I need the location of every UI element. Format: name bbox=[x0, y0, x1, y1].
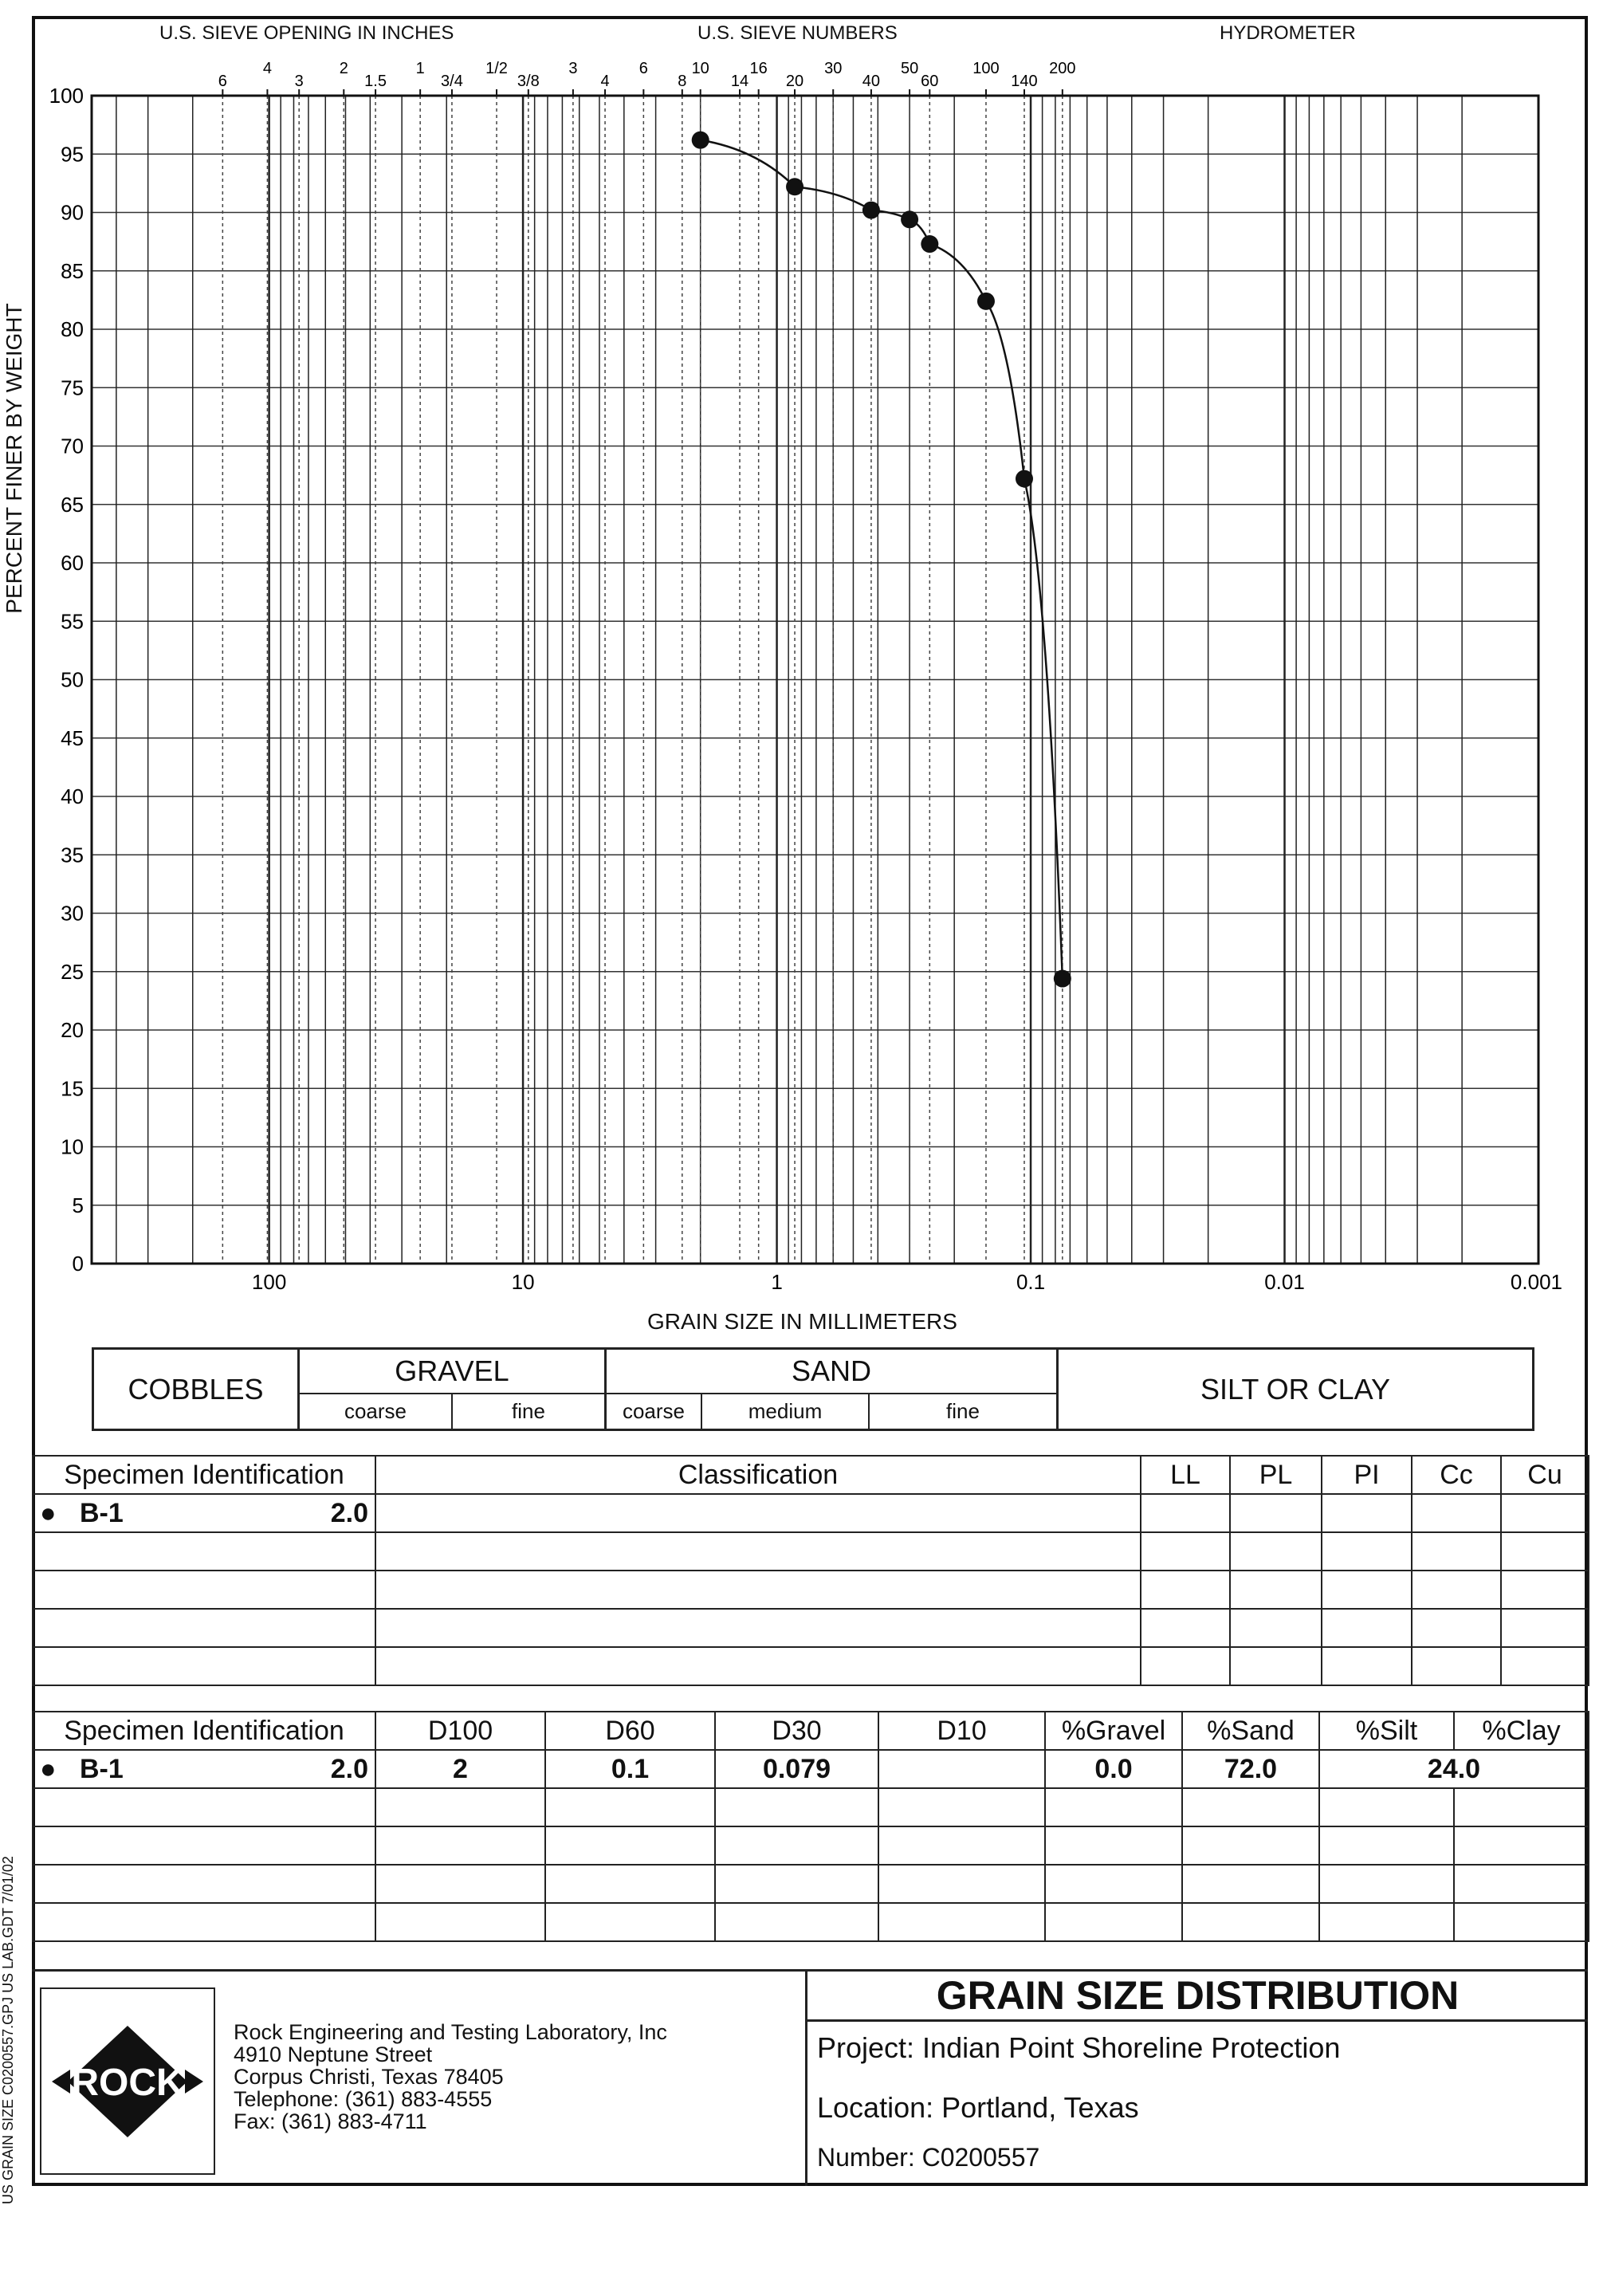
sieve-size-label: 6 bbox=[218, 73, 227, 90]
sieve-size-label: 50 bbox=[900, 60, 919, 77]
sieve-size-label: 1.5 bbox=[364, 73, 387, 90]
specimen-depth: 2.0 bbox=[330, 1497, 368, 1528]
y-tick-labels bbox=[49, 84, 84, 1276]
sieve-size-label: 6 bbox=[638, 60, 648, 77]
d30-cell: 0.079 bbox=[715, 1750, 878, 1788]
data-point bbox=[977, 293, 995, 310]
y-tick-label: 10 bbox=[61, 1134, 84, 1159]
d100-header: D100 bbox=[375, 1712, 545, 1750]
company-street: 4910 Neptune Street bbox=[234, 2042, 433, 2066]
table-row-empty bbox=[33, 1609, 1589, 1647]
table-row bbox=[33, 1494, 1589, 1532]
cc-cell bbox=[1412, 1494, 1501, 1532]
y-tick-label: 15 bbox=[61, 1076, 84, 1101]
x-tick-label: 0.1 bbox=[1016, 1270, 1046, 1294]
d30-header: D30 bbox=[715, 1712, 878, 1750]
table-row bbox=[33, 1750, 1589, 1788]
table-row-empty bbox=[33, 1865, 1589, 1903]
silt-pct-header: %Silt bbox=[1319, 1712, 1454, 1750]
y-axis-label: PERCENT FINER BY WEIGHT bbox=[2, 303, 26, 614]
d100-cell: 2 bbox=[375, 1750, 545, 1788]
company-city: Corpus Christi, Texas 78405 bbox=[234, 2065, 504, 2089]
y-tick-label: 70 bbox=[61, 434, 84, 458]
sieve-size-label: 200 bbox=[1049, 60, 1076, 77]
classification-cell bbox=[375, 1494, 1141, 1532]
sieve-size-label: 1 bbox=[415, 60, 425, 77]
table-row-empty bbox=[33, 1571, 1589, 1609]
sieve-size-label: 3 bbox=[568, 60, 578, 77]
sieve-size-label: 10 bbox=[691, 60, 709, 77]
sieve-size-label: 8 bbox=[678, 73, 687, 90]
rock-logo bbox=[48, 2022, 207, 2141]
sieve-size-label: 3 bbox=[294, 73, 304, 90]
sieve-size-label: 140 bbox=[1011, 73, 1038, 90]
sieve-size-label: 14 bbox=[730, 73, 749, 90]
gravel-pct-cell: 0.0 bbox=[1045, 1750, 1182, 1788]
y-tick-label: 100 bbox=[49, 84, 84, 108]
y-tick-label: 60 bbox=[61, 551, 84, 575]
cc-header: Cc bbox=[1412, 1456, 1501, 1494]
sieve-size-label: 4 bbox=[262, 60, 272, 77]
number-field: Number: C0200557 bbox=[817, 2143, 1040, 2172]
logo-box bbox=[40, 1987, 215, 2175]
y-tick-label: 45 bbox=[61, 725, 84, 750]
sieve-size-label: 3/8 bbox=[517, 73, 540, 90]
x-tick-label: 10 bbox=[511, 1270, 535, 1294]
sieve-size-label: 100 bbox=[972, 60, 1000, 77]
y-tick-label: 90 bbox=[61, 200, 84, 225]
y-tick-label: 75 bbox=[61, 375, 84, 400]
y-tick-label: 30 bbox=[61, 901, 84, 926]
table1-header-row bbox=[33, 1456, 1589, 1494]
top-sieve-labels bbox=[218, 60, 1076, 96]
cu-cell bbox=[1501, 1494, 1589, 1532]
data-point bbox=[921, 235, 938, 253]
data-point bbox=[1054, 970, 1071, 988]
sieve-numbers-header: U.S. SIEVE NUMBERS bbox=[697, 22, 898, 44]
series-line bbox=[701, 140, 1063, 979]
y-tick-label: 25 bbox=[61, 959, 84, 984]
gravel-pct-header: %Gravel bbox=[1045, 1712, 1182, 1750]
table-row-empty bbox=[33, 1647, 1589, 1685]
sieve-size-label: 30 bbox=[824, 60, 843, 77]
y-tick-label: 40 bbox=[61, 784, 84, 808]
pi-cell bbox=[1322, 1494, 1412, 1532]
y-tick-label: 20 bbox=[61, 1018, 84, 1042]
y-tick-label: 50 bbox=[61, 667, 84, 692]
cu-header: Cu bbox=[1501, 1456, 1589, 1494]
x-tick-label: 0.001 bbox=[1510, 1270, 1562, 1294]
y-tick-label: 35 bbox=[61, 843, 84, 867]
y-tick-label: 65 bbox=[61, 492, 84, 517]
y-tick-label: 0 bbox=[72, 1252, 84, 1276]
specimen-header: Specimen Identification bbox=[33, 1456, 375, 1494]
sieve-size-label: 2 bbox=[339, 60, 348, 77]
specimen-depth: 2.0 bbox=[330, 1753, 368, 1784]
data-point bbox=[1016, 470, 1033, 488]
pl-header: PL bbox=[1230, 1456, 1322, 1494]
file-reference-footer: US GRAIN SIZE C0200557.GPJ US LAB.GDT 7/01/02 bbox=[0, 1856, 16, 2204]
x-tick-label: 0.01 bbox=[1264, 1270, 1305, 1294]
silt-clay-pct-cell: 24.0 bbox=[1319, 1750, 1589, 1788]
sieve-size-label: 60 bbox=[921, 73, 939, 90]
company-fax: Fax: (361) 883-4711 bbox=[234, 2109, 427, 2133]
sand-label: SAND bbox=[607, 1350, 1059, 1394]
sieve-size-label: 1/2 bbox=[485, 60, 508, 77]
table-row-empty bbox=[33, 1788, 1589, 1826]
x-axis-label: GRAIN SIZE IN MILLIMETERS bbox=[647, 1309, 957, 1334]
company-phone: Telephone: (361) 883-4555 bbox=[234, 2087, 493, 2111]
y-tick-label: 5 bbox=[72, 1193, 84, 1217]
y-tick-label: 55 bbox=[61, 609, 84, 634]
data-point bbox=[862, 202, 880, 219]
sieve-size-label: 16 bbox=[749, 60, 768, 77]
logo-text: ROCK bbox=[71, 2061, 184, 2104]
chart-gridlines bbox=[92, 96, 1538, 1264]
y-tick-label: 85 bbox=[61, 258, 84, 283]
data-point bbox=[786, 178, 804, 195]
title-block bbox=[805, 1969, 1588, 2186]
x-tick-labels bbox=[252, 1270, 1562, 1294]
ll-header: LL bbox=[1141, 1456, 1230, 1494]
pi-header: PI bbox=[1322, 1456, 1412, 1494]
gravel-coarse-label: coarse bbox=[300, 1394, 453, 1429]
x-tick-label: 1 bbox=[771, 1270, 783, 1294]
cobbles-label: COBBLES bbox=[94, 1350, 300, 1429]
sieve-size-label: 20 bbox=[785, 73, 804, 90]
report-title: GRAIN SIZE DISTRIBUTION bbox=[807, 1972, 1588, 2022]
sieve-size-label: 40 bbox=[862, 73, 881, 90]
data-point bbox=[692, 132, 709, 149]
d10-header: D10 bbox=[878, 1712, 1045, 1750]
classification-table bbox=[32, 1455, 1589, 1686]
project-field: Project: Indian Point Shoreline Protection bbox=[817, 2031, 1341, 2064]
specimen-cell bbox=[33, 1494, 375, 1532]
gravel-fine-label: fine bbox=[453, 1394, 607, 1429]
table-row-empty bbox=[33, 1903, 1589, 1941]
soil-classification-bar bbox=[92, 1347, 1534, 1431]
d10-cell bbox=[878, 1750, 1045, 1788]
d60-header: D60 bbox=[545, 1712, 715, 1750]
sieve-size-label: 4 bbox=[600, 73, 610, 90]
d60-cell: 0.1 bbox=[545, 1750, 715, 1788]
sand-pct-header: %Sand bbox=[1182, 1712, 1319, 1750]
series-marker: ● bbox=[40, 1497, 57, 1528]
company-block bbox=[32, 1969, 805, 2188]
table-row-empty bbox=[33, 1826, 1589, 1865]
x-tick-label: 100 bbox=[251, 1270, 287, 1294]
clay-pct-header: %Clay bbox=[1454, 1712, 1589, 1750]
y-tick-label: 95 bbox=[61, 142, 84, 167]
classification-header: Classification bbox=[375, 1456, 1141, 1494]
sand-medium-label: medium bbox=[702, 1394, 870, 1429]
pl-cell bbox=[1230, 1494, 1322, 1532]
ll-cell bbox=[1141, 1494, 1230, 1532]
hydrometer-header: HYDROMETER bbox=[1220, 22, 1356, 44]
series-marker: ● bbox=[40, 1753, 57, 1784]
gradation-table bbox=[32, 1711, 1589, 1942]
company-address bbox=[234, 2021, 667, 2133]
sieve-opening-header: U.S. SIEVE OPENING IN INCHES bbox=[159, 22, 454, 44]
specimen-id: B-1 bbox=[80, 1753, 124, 1784]
silt-clay-label: SILT OR CLAY bbox=[1200, 1373, 1391, 1406]
gravel-label: GRAVEL bbox=[300, 1350, 607, 1394]
specimen-cell bbox=[33, 1750, 375, 1788]
specimen-header: Specimen Identification bbox=[33, 1712, 375, 1750]
table2-header-row bbox=[33, 1712, 1589, 1750]
table-row-empty bbox=[33, 1532, 1589, 1571]
sieve-size-label: 3/4 bbox=[441, 73, 463, 90]
series-b1 bbox=[692, 132, 1071, 988]
sand-fine-label: fine bbox=[870, 1394, 1059, 1429]
sand-pct-cell: 72.0 bbox=[1182, 1750, 1319, 1788]
data-point bbox=[901, 210, 918, 228]
sand-coarse-label: coarse bbox=[607, 1394, 702, 1429]
location-field: Location: Portland, Texas bbox=[817, 2091, 1139, 2124]
specimen-id: B-1 bbox=[80, 1497, 124, 1528]
company-name: Rock Engineering and Testing Laboratory, Inc bbox=[234, 2020, 667, 2044]
y-tick-label: 80 bbox=[61, 317, 84, 341]
